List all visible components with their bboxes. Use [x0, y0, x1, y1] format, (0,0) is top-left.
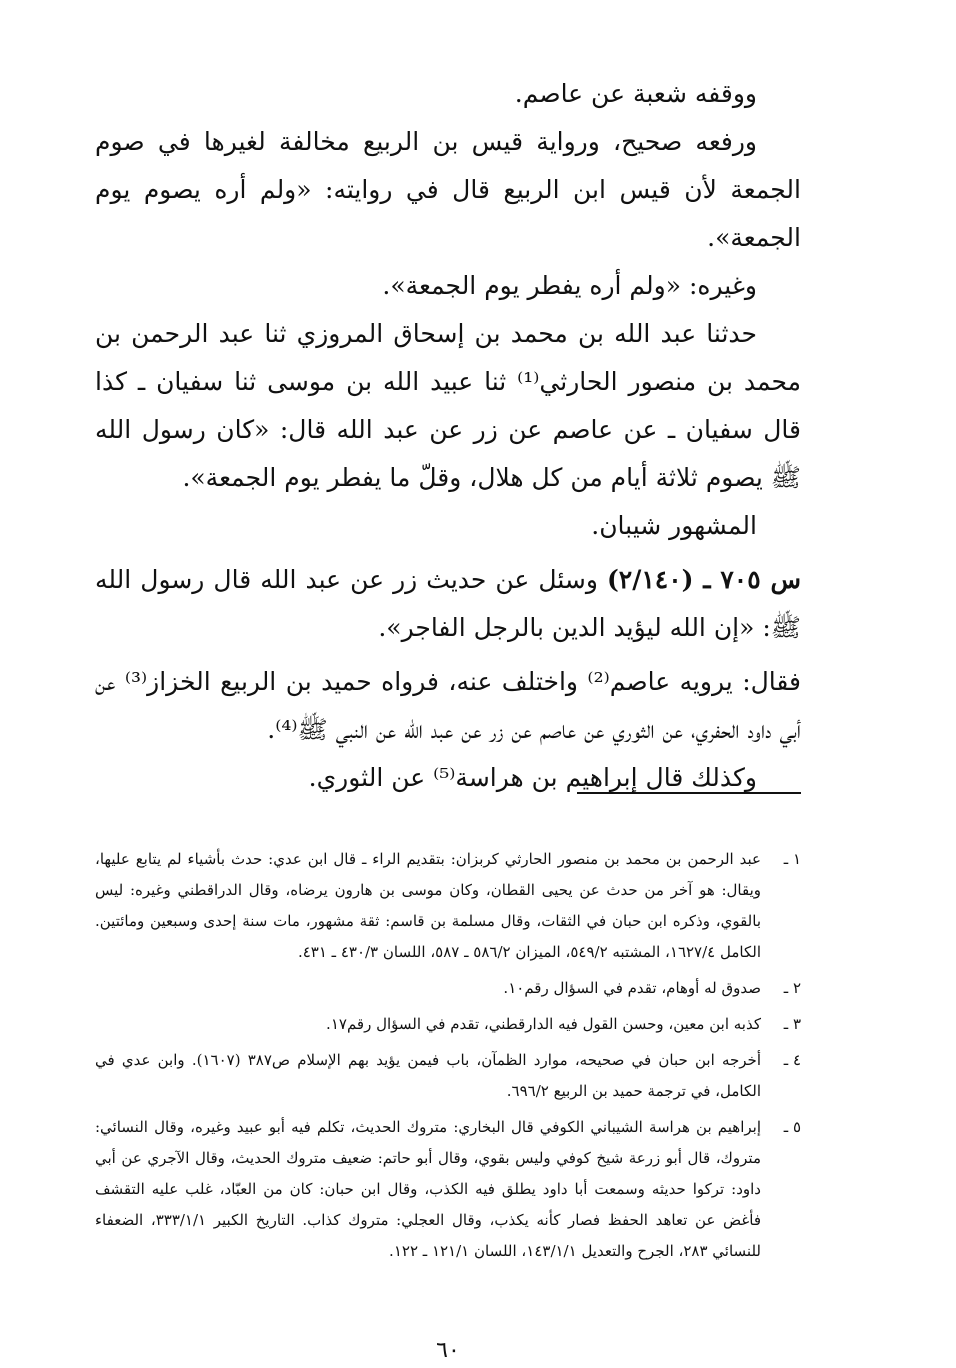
paragraph-3: وغيره: «ولم أره يفطر يوم الجمعة».	[382, 271, 757, 300]
footnote-2	[95, 973, 801, 1004]
footnote-text: عبد الرحمن بن محمد بن منصور الحارثي كربزان: بتقديم الراء ـ قال ابن عدي: حدث بأشياء لم يتابع عليها، ويقال: هو آخر من حدث عن يحيى القطان، وكان موسى بن هارون يرضاه، وقال الدراقطني وغيره: ليس بالقوي، وذكره ابن حبان في الثقات، وقال مسلمة بن قاسم: ثقة مشهور، مات سنة إحدى وسبعين ومائتين. الكامل ١٦٢٧/٤، المشتبه ٥٤٩/٢، الميزان ٥٨٦/٢ ـ ٥٨٧، اللسان ٤٣٠/٣ ـ ٤٣١.	[95, 850, 761, 961]
footnote-text: أخرجه ابن حبان في صحيحه، موارد الظمآن، باب فيمن يؤيد بهم الإسلام ص٣٨٧ (١٦٠٧). وابن عدي في الكامل، في ترجمة حميد بن الربيع ٦٩٦/٢.	[95, 1051, 761, 1100]
answer-paragraph-1: فقال: يرويه عاصم⁽²⁾ واختلف عنه، فرواه حميد بن الربيع الخزاز⁽³⁾ عن أبي داود الحفري، عن الثوري عن عاصم عن زر عن عبد الله عن النبي ﷺ⁽⁴⁾.	[95, 667, 801, 744]
footnote-4	[95, 1045, 801, 1107]
answer-paragraph-2: وكذلك قال إبراهيم بن هراسة⁽⁵⁾ عن الثوري.	[308, 763, 757, 792]
footnote-text: كذبه ابن معين، وحسن القول فيه الدارقطني، تقدم في السؤال رقم١٧.	[326, 1015, 761, 1033]
page-number: ٦٠	[436, 1338, 460, 1363]
footnotes	[95, 844, 801, 1272]
paragraph-5: المشهور شيبان.	[591, 511, 757, 540]
question-heading: س ٧٠٥ ـ (٢/١٤٠)	[606, 565, 801, 594]
footnote-divider	[577, 792, 801, 794]
footnote-number: ٢ ـ	[783, 979, 801, 997]
paragraph-1: ووقفه شعبة عن عاصم.	[514, 79, 757, 108]
book-page	[95, 70, 801, 1368]
question-paragraph	[95, 556, 801, 652]
footnote-number: ١ ـ	[783, 850, 801, 868]
footnote-1	[95, 844, 801, 968]
paragraph-4: حدثنا عبد الله بن محمد بن إسحاق المروزي ثنا عبد الرحمن بن محمد بن منصور الحارثي⁽¹⁾ ثنا عبيد الله بن موسى ثنا سفيان ـ كذا قال سفيان ـ عن عاصم عن زر عن عبد الله قال: «كان رسول الله ﷺ يصوم ثلاثة أيام من كل هلال، وقلّ ما يفطر يوم الجمعة».	[95, 319, 801, 492]
footnote-number: ٤ ـ	[783, 1051, 801, 1069]
question-body: وسئل عن حديث زر عن عبد الله قال رسول الله ﷺ: «إن الله ليؤيد الدين بالرجل الفاجر».	[95, 565, 801, 642]
footnote-number: ٥ ـ	[783, 1118, 801, 1136]
paragraph-2: ورفعه صحيح، ورواية قيس بن الربيع مخالفة لغيرها في صوم الجمعة لأن قيس ابن الربيع قال في روايته: «ولم أره يصوم يوم الجمعة».	[95, 127, 801, 252]
footnote-text: إبراهيم بن هراسة الشيباني الكوفي قال البخاري: متروك الحديث، تكلم فيه أبو عبيد وغيره، وقال النسائي: متروك، قال أبو زرعة شيخ كوفي وليس بقوي، وقال أبو حاتم: ضعيف متروك الحديث، وقال الآجري عن أبي داود: تركوا حديثه وسمعت أبا داود يطلق فيه الكذب، وقال ابن حبان: كان من العبّاد، غلب عليه التقشف فأغض عن تعاهد الحفظ فصار كأنه يكذب، وقال العجلي: متروك كذاب. التاريخ الكبير ٣٣٣/١/١، الضعفاء للنسائي ٢٨٣، الجرح والتعديل ١٤٣/١/١، اللسان ١٢١/١ ـ ١٢٢.	[95, 1118, 762, 1260]
footnote-3	[95, 1009, 801, 1040]
footnote-5	[95, 1112, 801, 1267]
main-text	[95, 70, 801, 802]
footnote-number: ٣ ـ	[783, 1015, 801, 1033]
footnote-text: صدوق له أوهام، تقدم في السؤال رقم١٠.	[503, 979, 761, 997]
